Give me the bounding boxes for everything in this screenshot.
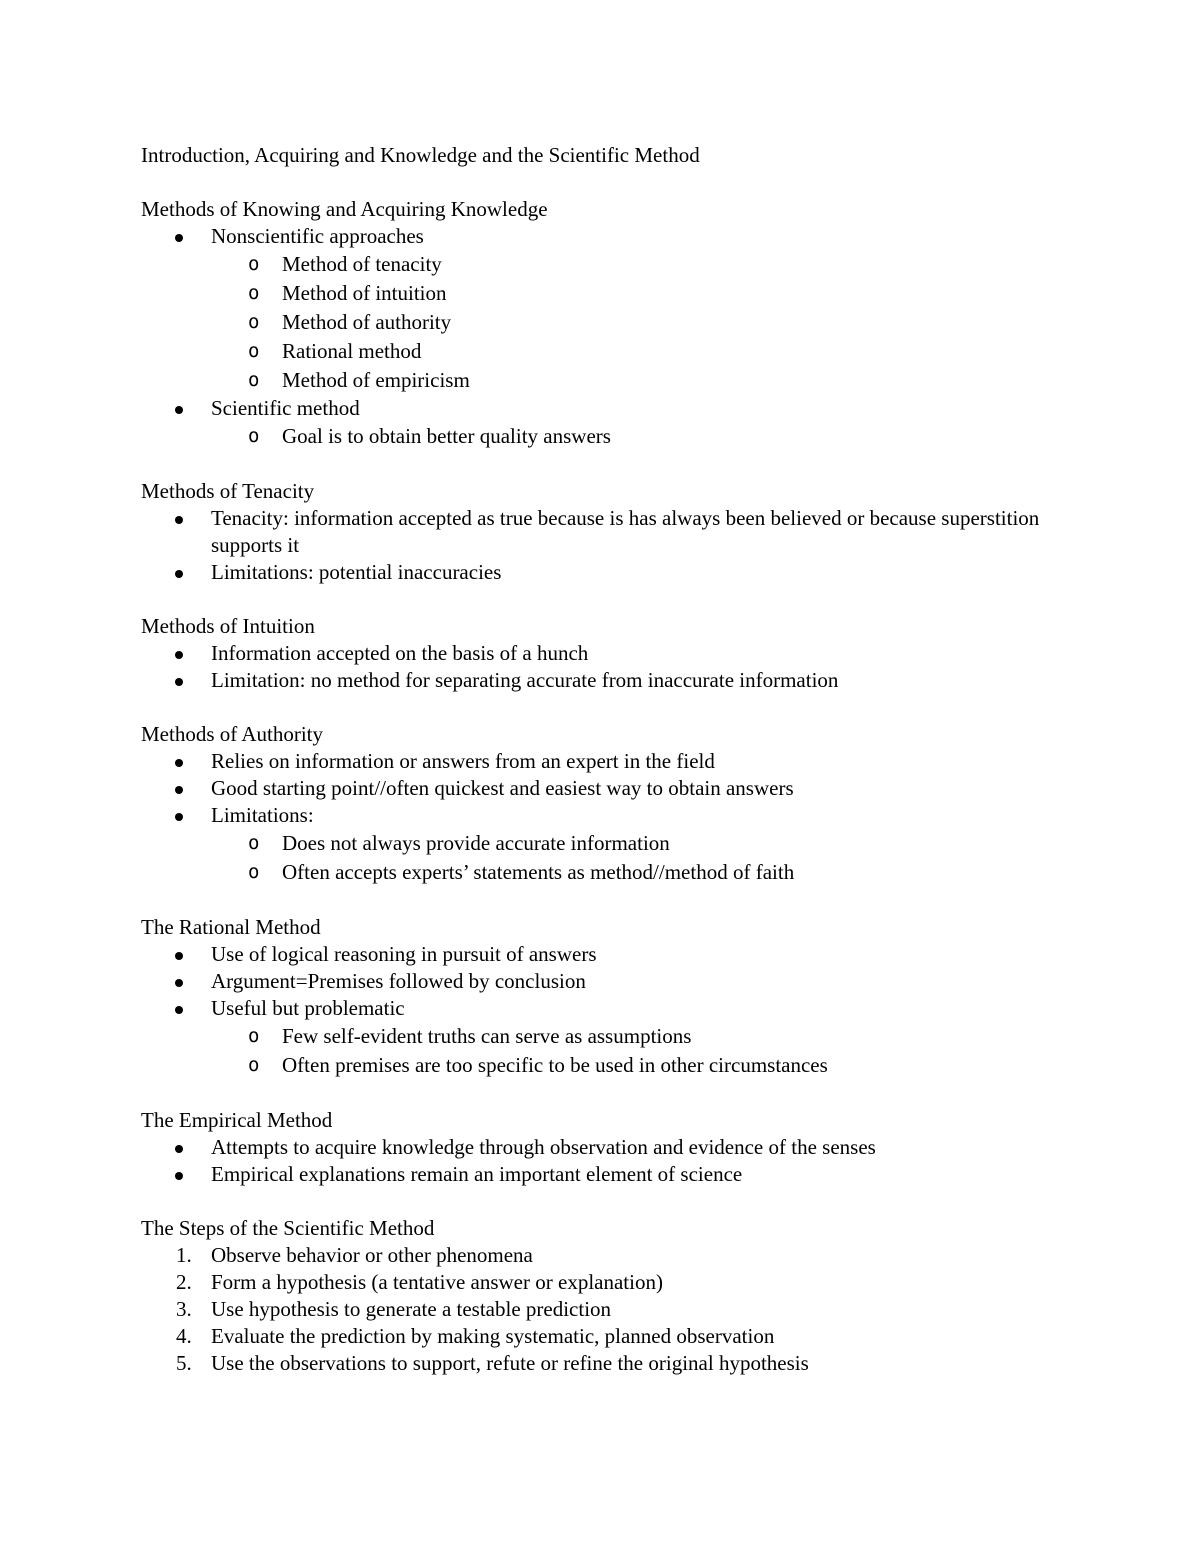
section xyxy=(141,721,1081,887)
sub-list-item xyxy=(141,422,1081,451)
sub-list-item xyxy=(141,1051,1081,1080)
bullet-dot-icon xyxy=(175,786,183,794)
list-item xyxy=(141,968,1081,995)
section xyxy=(141,613,1081,694)
list-item-text: Empirical explanations remain an important element of science xyxy=(211,1162,743,1186)
sub-list-item-text: Does not always provide accurate information xyxy=(282,831,670,855)
section-heading: Methods of Intuition xyxy=(141,614,315,638)
hollow-bullet-icon: o xyxy=(248,1025,260,1047)
bullet-list xyxy=(141,223,1081,451)
list-item xyxy=(141,1134,1081,1161)
step-text: Evaluate the prediction by making systematic, planned observation xyxy=(211,1324,775,1348)
bullet-list xyxy=(141,1134,1081,1188)
hollow-bullet-icon: o xyxy=(248,832,260,854)
hollow-bullet-icon: o xyxy=(248,282,260,304)
sub-list-item-text: Method of authority xyxy=(282,310,452,334)
sub-list-item xyxy=(141,1022,1081,1051)
list-item-text: Tenacity: information accepted as true because is has always been believed or because superstition supports it xyxy=(211,506,1040,557)
list-item xyxy=(141,559,1081,586)
list-item-text: Attempts to acquire knowledge through observation and evidence of the senses xyxy=(211,1135,876,1159)
hollow-bullet-icon: o xyxy=(248,369,260,391)
step-item xyxy=(141,1269,1081,1296)
hollow-bullet-icon: o xyxy=(248,861,260,883)
step-item xyxy=(141,1350,1081,1377)
step-number: 2. xyxy=(176,1270,192,1294)
bullet-list xyxy=(141,640,1081,694)
bullet-dot-icon xyxy=(175,234,183,242)
step-text: Use the observations to support, refute or refine the original hypothesis xyxy=(211,1351,809,1375)
sub-list-item xyxy=(141,279,1081,308)
list-item-text: Limitations: potential inaccuracies xyxy=(211,560,502,584)
sub-list-item-text: Goal is to obtain better quality answers xyxy=(282,424,611,448)
bullet-list xyxy=(141,748,1081,887)
list-item-text: Argument=Premises followed by conclusion xyxy=(211,969,586,993)
sub-bullet-list xyxy=(211,250,1081,395)
sub-list-item xyxy=(141,250,1081,279)
list-item-text: Limitations: xyxy=(211,803,314,827)
list-item xyxy=(141,775,1081,802)
bullet-dot-icon xyxy=(175,979,183,987)
section xyxy=(141,1107,1081,1188)
sub-list-item-text: Often accepts experts’ statements as method//method of faith xyxy=(282,860,795,884)
list-item xyxy=(141,995,1081,1080)
section xyxy=(141,914,1081,1080)
list-item xyxy=(141,223,1081,395)
section-heading: The Empirical Method xyxy=(141,1108,333,1132)
bullet-dot-icon xyxy=(175,651,183,659)
sub-list-item-text: Rational method xyxy=(282,339,422,363)
sub-list-item-text: Method of empiricism xyxy=(282,368,470,392)
list-item-text: Scientific method xyxy=(211,396,360,420)
document-page xyxy=(141,142,1081,1404)
bullet-dot-icon xyxy=(175,516,183,524)
hollow-bullet-icon: o xyxy=(248,1054,260,1076)
list-item xyxy=(141,505,1081,559)
list-item xyxy=(141,748,1081,775)
list-item-text: Limitation: no method for separating accurate from inaccurate information xyxy=(211,668,839,692)
sub-list-item xyxy=(141,337,1081,366)
sub-list-item-text: Method of tenacity xyxy=(282,252,442,276)
bullet-dot-icon xyxy=(175,813,183,821)
list-item xyxy=(141,1161,1081,1188)
step-number: 4. xyxy=(176,1324,192,1348)
section-heading: Methods of Knowing and Acquiring Knowledge xyxy=(141,197,548,221)
sub-list-item xyxy=(141,829,1081,858)
bullet-dot-icon xyxy=(175,1145,183,1153)
sub-list-item xyxy=(141,858,1081,887)
list-item-text: Relies on information or answers from an expert in the field xyxy=(211,749,715,773)
step-item xyxy=(141,1242,1081,1269)
list-item-text: Information accepted on the basis of a hunch xyxy=(211,641,589,665)
sub-list-item xyxy=(141,366,1081,395)
document-title: Introduction, Acquiring and Knowledge and the Scientific Method xyxy=(141,143,700,167)
hollow-bullet-icon: o xyxy=(248,311,260,333)
sub-bullet-list xyxy=(211,829,1081,887)
bullet-dot-icon xyxy=(175,1006,183,1014)
section-heading: The Rational Method xyxy=(141,915,321,939)
list-item xyxy=(141,640,1081,667)
step-item xyxy=(141,1323,1081,1350)
bullet-dot-icon xyxy=(175,1172,183,1180)
hollow-bullet-icon: o xyxy=(248,425,260,447)
section-heading: The Steps of the Scientific Method xyxy=(141,1216,435,1240)
sub-list-item-text: Often premises are too specific to be used in other circumstances xyxy=(282,1053,828,1077)
sub-list-item-text: Few self-evident truths can serve as assumptions xyxy=(282,1024,692,1048)
steps-list xyxy=(141,1242,1081,1377)
hollow-bullet-icon: o xyxy=(248,253,260,275)
list-item xyxy=(141,667,1081,694)
step-text: Form a hypothesis (a tentative answer or explanation) xyxy=(211,1270,663,1294)
section-steps xyxy=(141,1215,1081,1377)
step-text: Use hypothesis to generate a testable prediction xyxy=(211,1297,612,1321)
sub-list-item-text: Method of intuition xyxy=(282,281,447,305)
bullet-dot-icon xyxy=(175,570,183,578)
sub-bullet-list xyxy=(211,422,1081,451)
section-heading: Methods of Tenacity xyxy=(141,479,315,503)
bullet-dot-icon xyxy=(175,952,183,960)
step-number: 1. xyxy=(176,1243,192,1267)
list-item xyxy=(141,802,1081,887)
list-item-text: Nonscientific approaches xyxy=(211,224,424,248)
bullet-dot-icon xyxy=(175,759,183,767)
bullet-list xyxy=(141,505,1081,586)
section xyxy=(141,478,1081,586)
sections-container xyxy=(141,196,1081,1188)
step-number: 3. xyxy=(176,1297,192,1321)
bullet-dot-icon xyxy=(175,406,183,414)
list-item xyxy=(141,941,1081,968)
sub-list-item xyxy=(141,308,1081,337)
list-item-text: Use of logical reasoning in pursuit of answers xyxy=(211,942,597,966)
sub-bullet-list xyxy=(211,1022,1081,1080)
list-item-text: Useful but problematic xyxy=(211,996,405,1020)
section xyxy=(141,196,1081,451)
hollow-bullet-icon: o xyxy=(248,340,260,362)
step-text: Observe behavior or other phenomena xyxy=(211,1243,533,1267)
list-item xyxy=(141,395,1081,451)
list-item-text: Good starting point//often quickest and easiest way to obtain answers xyxy=(211,776,794,800)
step-number: 5. xyxy=(176,1351,192,1375)
bullet-list xyxy=(141,941,1081,1080)
step-item xyxy=(141,1296,1081,1323)
bullet-dot-icon xyxy=(175,678,183,686)
section-heading: Methods of Authority xyxy=(141,722,323,746)
